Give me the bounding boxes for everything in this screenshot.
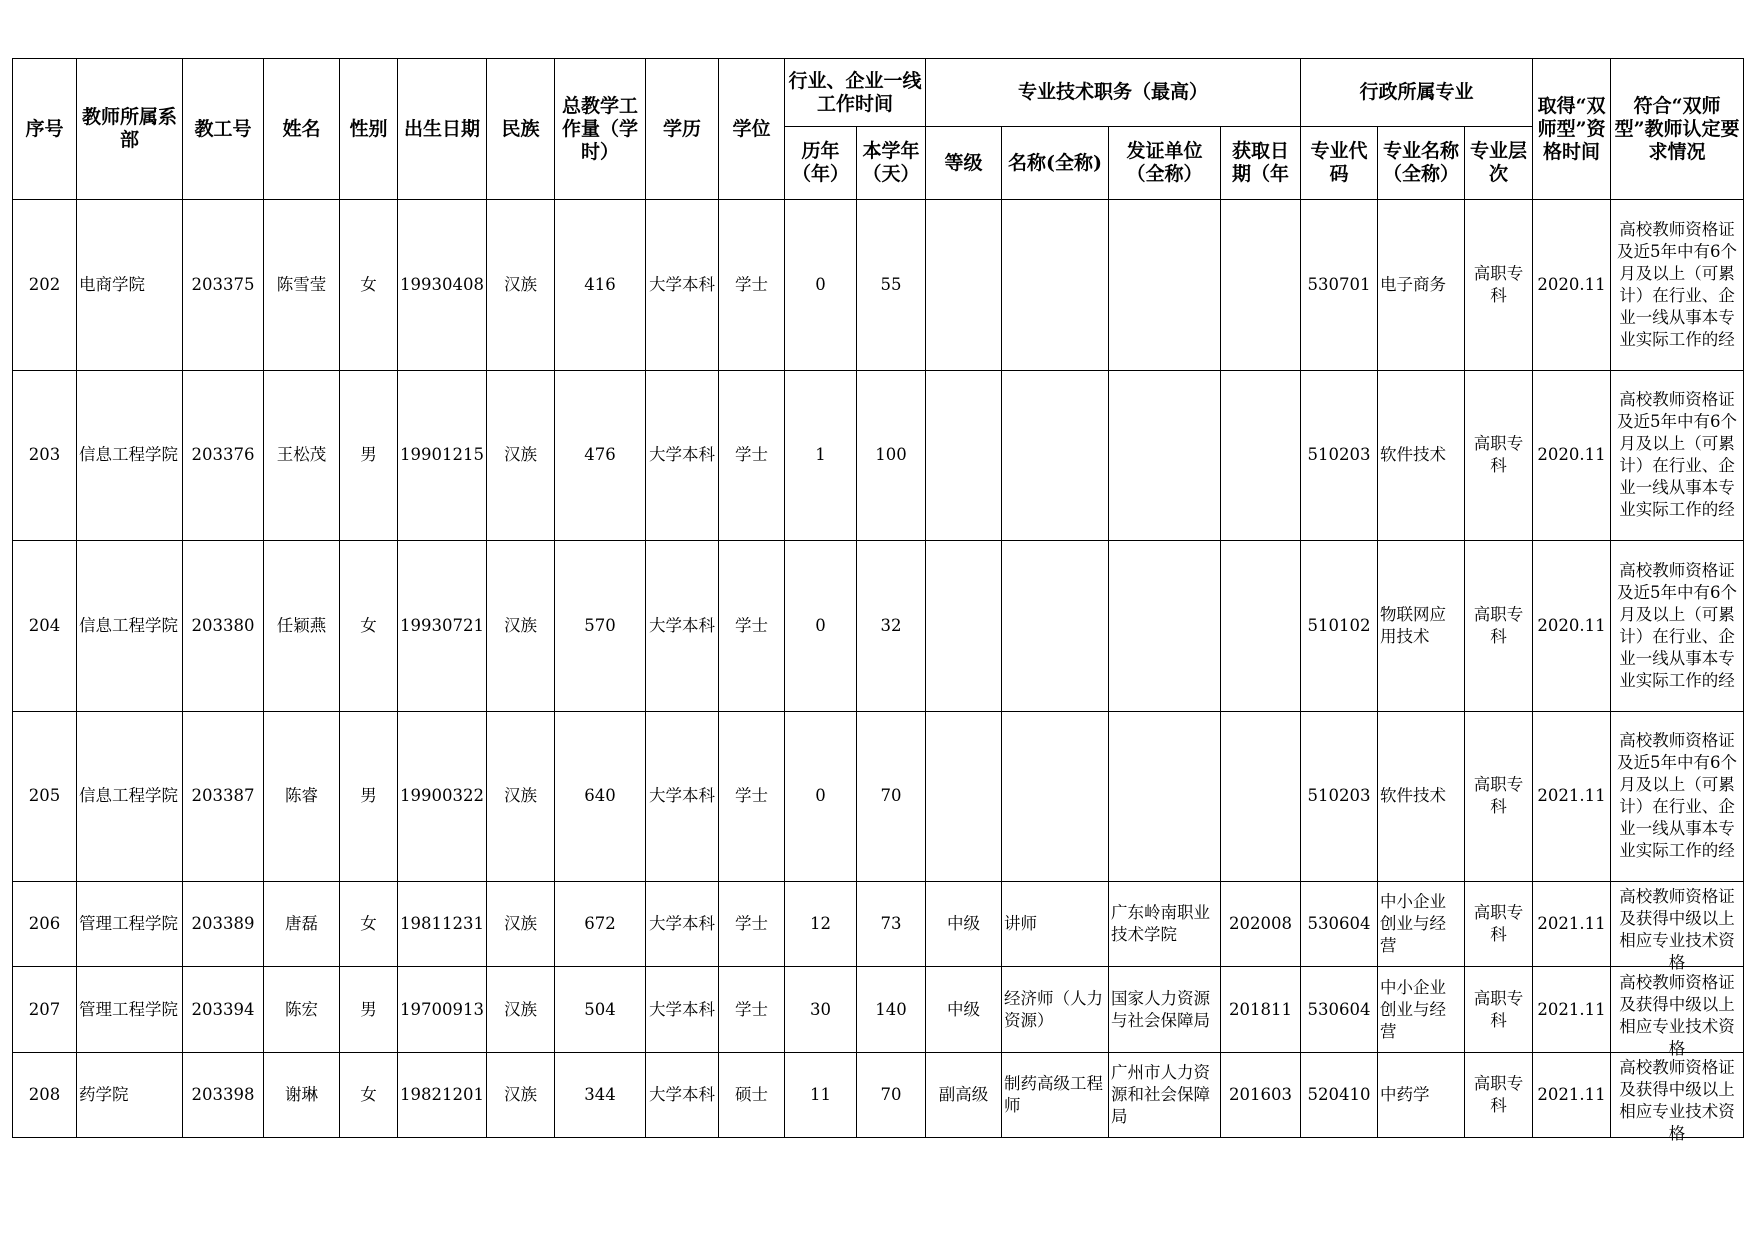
header-major-group: 行政所属专业 [1301, 59, 1533, 127]
cell-emp-no: 203389 [183, 882, 264, 967]
cell-major-name: 中小企业创业与经营 [1378, 967, 1465, 1052]
cell-obtain-date: 202008 [1221, 882, 1301, 967]
cell-major-name: 软件技术 [1378, 370, 1465, 541]
cell-industry-years: 1 [785, 370, 857, 541]
cell-major-code: 530604 [1301, 882, 1378, 967]
cell-major-name: 中药学 [1378, 1052, 1465, 1137]
cell-major-code: 510102 [1301, 541, 1378, 712]
cell-title-name [1002, 541, 1109, 712]
cell-hours: 640 [555, 711, 646, 882]
cell-title-name: 制药高级工程师 [1002, 1052, 1109, 1137]
cell-seq: 202 [13, 200, 77, 371]
cell-major-level: 高职专科 [1465, 370, 1533, 541]
cell-emp-no: 203394 [183, 967, 264, 1052]
cell-title-level: 中级 [926, 882, 1002, 967]
header-major-level: 专业层次 [1465, 127, 1533, 200]
cell-dept: 信息工程学院 [77, 370, 183, 541]
cell-major-name: 物联网应用技术 [1378, 541, 1465, 712]
cell-requirement-text: 高校教师资格证及近5年中有6个月及以上（可累计）在行业、企业一线从事本专业实际工作的经 [1617, 560, 1738, 690]
cell-issuer: 广东岭南职业技术学院 [1109, 882, 1221, 967]
cell-title-name: 经济师（人力资源） [1002, 967, 1109, 1052]
cell-major-code: 510203 [1301, 711, 1378, 882]
cell-title-name [1002, 711, 1109, 882]
cell-requirement-text: 高校教师资格证及近5年中有6个月及以上（可累计）在行业、企业一线从事本专业实际工作的经 [1617, 219, 1738, 349]
cell-title-name [1002, 200, 1109, 371]
header-emp-no: 教工号 [183, 59, 264, 200]
cell-birth: 19901215 [398, 370, 487, 541]
cell-industry-years: 11 [785, 1052, 857, 1137]
header-obtain-date-text: 获取日期（年 [1232, 140, 1290, 185]
cell-gender: 女 [340, 200, 398, 371]
header-industry-days [857, 127, 926, 200]
cell-major-level: 高职专科 [1465, 711, 1533, 882]
cell-ethnicity: 汉族 [487, 541, 555, 712]
cell-requirement-text: 高校教师资格证及获得中级以上相应专业技术资格 [1619, 887, 1735, 973]
header-gender: 性别 [340, 59, 398, 200]
cell-major-level: 高职专科 [1465, 541, 1533, 712]
cell-issuer: 国家人力资源与社会保障局 [1109, 967, 1221, 1052]
cell-education: 大学本科 [646, 200, 719, 371]
table-row [13, 541, 1744, 712]
cell-dept: 管理工程学院 [77, 967, 183, 1052]
cell-issuer [1109, 200, 1221, 371]
cell-education: 大学本科 [646, 967, 719, 1052]
cell-hours: 416 [555, 200, 646, 371]
header-issuer: 发证单位（全称） [1109, 127, 1221, 200]
table-body [13, 200, 1744, 1143]
cell-name: 陈睿 [264, 711, 340, 882]
cell-seq: 207 [13, 967, 77, 1052]
cell-major-level: 高职专科 [1465, 967, 1533, 1052]
cell-education: 大学本科 [646, 882, 719, 967]
cell-hours: 672 [555, 882, 646, 967]
cell-major-code: 530604 [1301, 967, 1378, 1052]
cell-ethnicity: 汉族 [487, 967, 555, 1052]
header-major-code: 专业代码 [1301, 127, 1378, 200]
cell-degree: 学士 [719, 711, 785, 882]
header-hours: 总教学工作量（学时） [555, 59, 646, 200]
header-birth: 出生日期 [398, 59, 487, 200]
cell-hours: 476 [555, 370, 646, 541]
cell-ethnicity: 汉族 [487, 200, 555, 371]
cell-obtain-date [1221, 711, 1301, 882]
table-row [13, 200, 1744, 371]
cell-industry-days: 100 [857, 370, 926, 541]
cell-requirement-text: 高校教师资格证及近5年中有6个月及以上（可累计）在行业、企业一线从事本专业实际工作的经 [1617, 731, 1738, 861]
cell-emp-no: 203387 [183, 711, 264, 882]
cell-obtain-date [1221, 200, 1301, 371]
cell-industry-years: 30 [785, 967, 857, 1052]
cell-industry-days: 32 [857, 541, 926, 712]
header-degree: 学位 [719, 59, 785, 200]
cell-hours: 570 [555, 541, 646, 712]
cell-industry-years: 0 [785, 541, 857, 712]
cell-education: 大学本科 [646, 1052, 719, 1137]
cell-major-level: 高职专科 [1465, 1052, 1533, 1137]
cell-major-name: 电子商务 [1378, 200, 1465, 371]
cell-gender: 女 [340, 541, 398, 712]
cell-dq-time: 2021.11 [1533, 882, 1611, 967]
header-ethnicity: 民族 [487, 59, 555, 200]
cell-industry-days: 55 [857, 200, 926, 371]
cell-gender: 男 [340, 711, 398, 882]
cell-obtain-date: 201811 [1221, 967, 1301, 1052]
cell-ethnicity: 汉族 [487, 370, 555, 541]
cell-industry-years: 0 [785, 711, 857, 882]
cell-dq-time: 2020.11 [1533, 541, 1611, 712]
cell-dept: 信息工程学院 [77, 711, 183, 882]
cell-major-code: 510203 [1301, 370, 1378, 541]
cell-requirement [1611, 882, 1744, 973]
cell-title-name [1002, 370, 1109, 541]
cell-requirement-text: 高校教师资格证及近5年中有6个月及以上（可累计）在行业、企业一线从事本专业实际工作的经 [1617, 390, 1738, 520]
cell-seq: 208 [13, 1052, 77, 1137]
cell-industry-days: 140 [857, 967, 926, 1052]
table-header [13, 59, 1744, 200]
cell-emp-no: 203375 [183, 200, 264, 371]
header-dept: 教师所属系部 [77, 59, 183, 200]
cell-degree: 学士 [719, 370, 785, 541]
cell-birth: 19930408 [398, 200, 487, 371]
cell-obtain-date [1221, 370, 1301, 541]
cell-major-name: 软件技术 [1378, 711, 1465, 882]
header-industry-group: 行业、企业一线工作时间 [785, 59, 926, 127]
cell-title-level [926, 200, 1002, 371]
cell-title-level [926, 541, 1002, 712]
header-name: 姓名 [264, 59, 340, 200]
cell-requirement [1611, 1052, 1744, 1143]
cell-education: 大学本科 [646, 711, 719, 882]
cell-name: 王松茂 [264, 370, 340, 541]
header-title-name: 名称(全称) [1002, 127, 1109, 200]
cell-dq-time: 2021.11 [1533, 1052, 1611, 1137]
header-major-name-text: 专业名称（全称） [1383, 140, 1460, 185]
cell-degree: 学士 [719, 882, 785, 967]
cell-dq-time: 2021.11 [1533, 967, 1611, 1052]
cell-emp-no: 203380 [183, 541, 264, 712]
cell-title-name: 讲师 [1002, 882, 1109, 967]
cell-title-level: 中级 [926, 967, 1002, 1052]
cell-dq-time: 2021.11 [1533, 711, 1611, 882]
cell-industry-days: 70 [857, 711, 926, 882]
cell-requirement [1611, 967, 1744, 1058]
cell-emp-no: 203398 [183, 1052, 264, 1137]
cell-name: 任颖燕 [264, 541, 340, 712]
table-row [13, 711, 1744, 882]
header-education: 学历 [646, 59, 719, 200]
header-obtain-date [1221, 127, 1301, 200]
header-title-group: 专业技术职务（最高） [926, 59, 1301, 127]
cell-name: 陈宏 [264, 967, 340, 1052]
cell-obtain-date: 201603 [1221, 1052, 1301, 1137]
cell-requirement-text: 高校教师资格证及获得中级以上相应专业技术资格 [1619, 972, 1735, 1058]
cell-degree: 学士 [719, 541, 785, 712]
cell-degree: 学士 [719, 200, 785, 371]
cell-name: 唐磊 [264, 882, 340, 967]
cell-education: 大学本科 [646, 370, 719, 541]
cell-industry-days: 73 [857, 882, 926, 967]
cell-gender: 女 [340, 882, 398, 967]
header-industry-years: 历年（年） [785, 127, 857, 200]
table-row [13, 1052, 1744, 1137]
cell-requirement [1611, 370, 1744, 541]
cell-title-level [926, 370, 1002, 541]
cell-education: 大学本科 [646, 541, 719, 712]
cell-issuer [1109, 370, 1221, 541]
header-title-level: 等级 [926, 127, 1002, 200]
cell-requirement [1611, 711, 1744, 882]
cell-birth: 19930721 [398, 541, 487, 712]
cell-requirement [1611, 541, 1744, 712]
cell-major-code: 530701 [1301, 200, 1378, 371]
cell-seq: 204 [13, 541, 77, 712]
table-row [13, 882, 1744, 967]
header-dq-time: 取得“双师型”资格时间 [1533, 59, 1611, 200]
cell-name: 陈雪莹 [264, 200, 340, 371]
cell-obtain-date [1221, 541, 1301, 712]
cell-degree: 硕士 [719, 1052, 785, 1137]
cell-issuer: 广州市人力资源和社会保障局 [1109, 1052, 1221, 1137]
cell-hours: 344 [555, 1052, 646, 1137]
cell-emp-no: 203376 [183, 370, 264, 541]
teacher-table [12, 58, 1744, 1143]
cell-hours: 504 [555, 967, 646, 1052]
cell-dq-time: 2020.11 [1533, 200, 1611, 371]
cell-major-name: 中小企业创业与经营 [1378, 882, 1465, 967]
cell-ethnicity: 汉族 [487, 1052, 555, 1137]
cell-issuer [1109, 541, 1221, 712]
header-industry-days-text: 本学年（天） [862, 140, 920, 185]
cell-birth: 19811231 [398, 882, 487, 967]
cell-gender: 女 [340, 1052, 398, 1137]
cell-industry-days: 70 [857, 1052, 926, 1137]
cell-gender: 男 [340, 370, 398, 541]
header-requirement: 符合“双师型”教师认定要求情况 [1611, 59, 1744, 200]
cell-birth: 19700913 [398, 967, 487, 1052]
header-major-name [1378, 127, 1465, 200]
header-seq: 序号 [13, 59, 77, 200]
cell-major-level: 高职专科 [1465, 882, 1533, 967]
cell-dept: 电商学院 [77, 200, 183, 371]
cell-major-level: 高职专科 [1465, 200, 1533, 371]
cell-seq: 206 [13, 882, 77, 967]
table-row [13, 967, 1744, 1052]
cell-industry-years: 12 [785, 882, 857, 967]
cell-ethnicity: 汉族 [487, 711, 555, 882]
cell-requirement [1611, 200, 1744, 371]
cell-title-level [926, 711, 1002, 882]
cell-major-code: 520410 [1301, 1052, 1378, 1137]
table-row [13, 370, 1744, 541]
cell-industry-years: 0 [785, 200, 857, 371]
cell-seq: 203 [13, 370, 77, 541]
cell-issuer [1109, 711, 1221, 882]
cell-degree: 学士 [719, 967, 785, 1052]
cell-name: 谢琳 [264, 1052, 340, 1137]
cell-dq-time: 2020.11 [1533, 370, 1611, 541]
cell-gender: 男 [340, 967, 398, 1052]
cell-dept: 药学院 [77, 1052, 183, 1137]
cell-requirement-text: 高校教师资格证及获得中级以上相应专业技术资格 [1619, 1057, 1735, 1143]
cell-title-level: 副高级 [926, 1052, 1002, 1137]
cell-birth: 19821201 [398, 1052, 487, 1137]
cell-ethnicity: 汉族 [487, 882, 555, 967]
cell-seq: 205 [13, 711, 77, 882]
cell-dept: 信息工程学院 [77, 541, 183, 712]
cell-dept: 管理工程学院 [77, 882, 183, 967]
cell-birth: 19900322 [398, 711, 487, 882]
